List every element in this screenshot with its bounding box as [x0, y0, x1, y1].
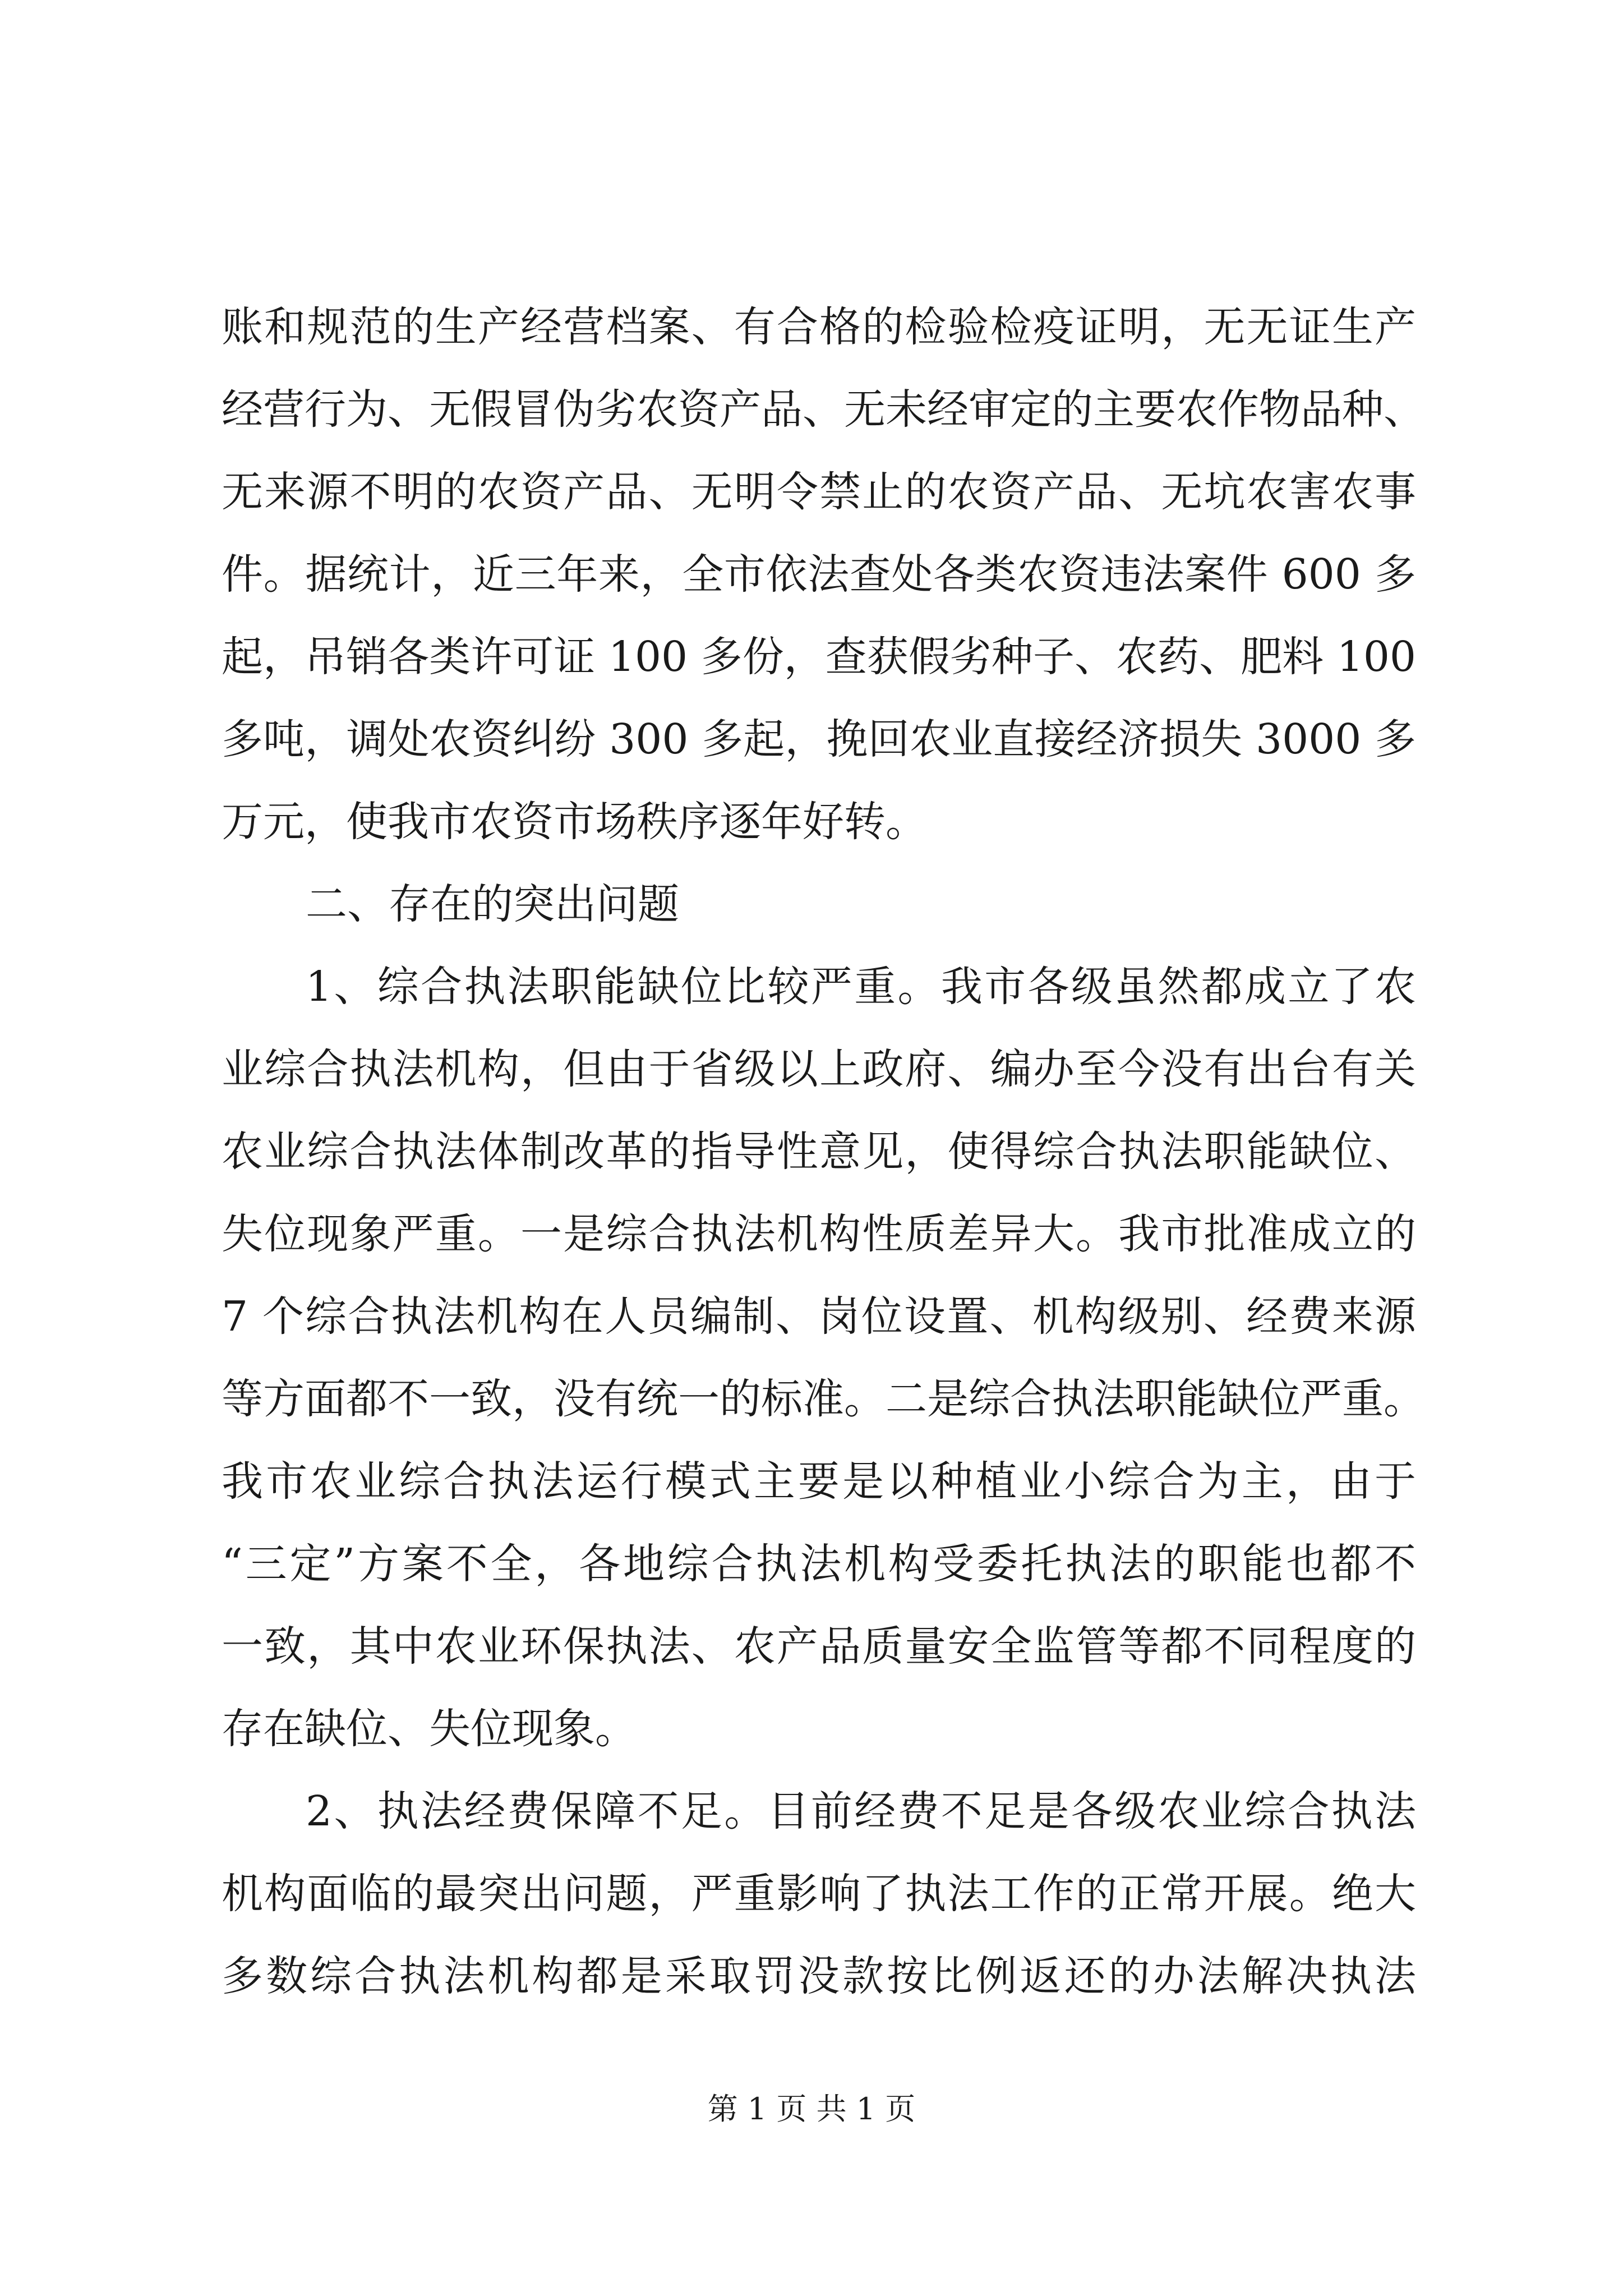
- paragraph-1-line-9: 一致，其中农业环保执法、农产品质量安全监管等都不同程度的: [222, 1622, 1416, 1671]
- text-line-7: 万元，使我市农资市场秩序逐年好转。: [222, 798, 927, 846]
- paragraph-1-line-1: 1、综合执法职能缺位比较严重。我市各级虽然都成立了农: [306, 963, 1416, 1011]
- paragraph-1-line-5: 7 个综合执法机构在人员编制、岗位设置、机构级别、经费来源: [222, 1292, 1416, 1341]
- text-line-3: 无来源不明的农资产品、无明令禁止的农资产品、无坑农害农事: [222, 468, 1416, 516]
- paragraph-2-line-3: 多数综合执法机构都是采取罚没款按比例返还的办法解决执法: [222, 1952, 1416, 2000]
- page-footer: 第 1 页 共 1 页: [707, 2091, 916, 2127]
- paragraph-2-line-1: 2、执法经费保障不足。目前经费不足是各级农业综合执法: [306, 1787, 1416, 1835]
- paragraph-1-line-10: 存在缺位、失位现象。: [222, 1705, 637, 1753]
- paragraph-1-line-8: “三定”方案不全，各地综合执法机构受委托执法的职能也都不: [222, 1540, 1416, 1588]
- paragraph-1-line-7: 我市农业综合执法运行模式主要是以种植业小综合为主，由于: [222, 1457, 1416, 1506]
- text-line-4: 件。据统计，近三年来，全市依法查处各类农资违法案件 600 多: [222, 550, 1416, 599]
- paragraph-1-line-6: 等方面都不一致，没有统一的标准。二是综合执法职能缺位严重。: [222, 1375, 1425, 1423]
- paragraph-1-line-4: 失位现象严重。一是综合执法机构性质差异大。我市批准成立的: [222, 1210, 1416, 1258]
- text-line-6: 多吨，调处农资纠纷 300 多起，挽回农业直接经济损失 3000 多: [222, 715, 1416, 763]
- paragraph-1-line-3: 农业综合执法体制改革的指导性意见，使得综合执法职能缺位、: [222, 1128, 1416, 1176]
- text-line-5: 起，吊销各类许可证 100 多份，查获假劣种子、农药、肥料 100: [222, 633, 1416, 681]
- paragraph-1-line-2: 业综合执法机构，但由于省级以上政府、编办至今没有出台有关: [222, 1045, 1416, 1093]
- section-heading: 二、存在的突出问题: [306, 880, 679, 928]
- text-line-1: 账和规范的生产经营档案、有合格的检验检疫证明，无无证生产: [222, 303, 1416, 351]
- paragraph-2-line-2: 机构面临的最突出问题，严重影响了执法工作的正常开展。绝大: [222, 1870, 1416, 1918]
- text-line-2: 经营行为、无假冒伪劣农资产品、无未经审定的主要农作物品种、: [222, 385, 1425, 434]
